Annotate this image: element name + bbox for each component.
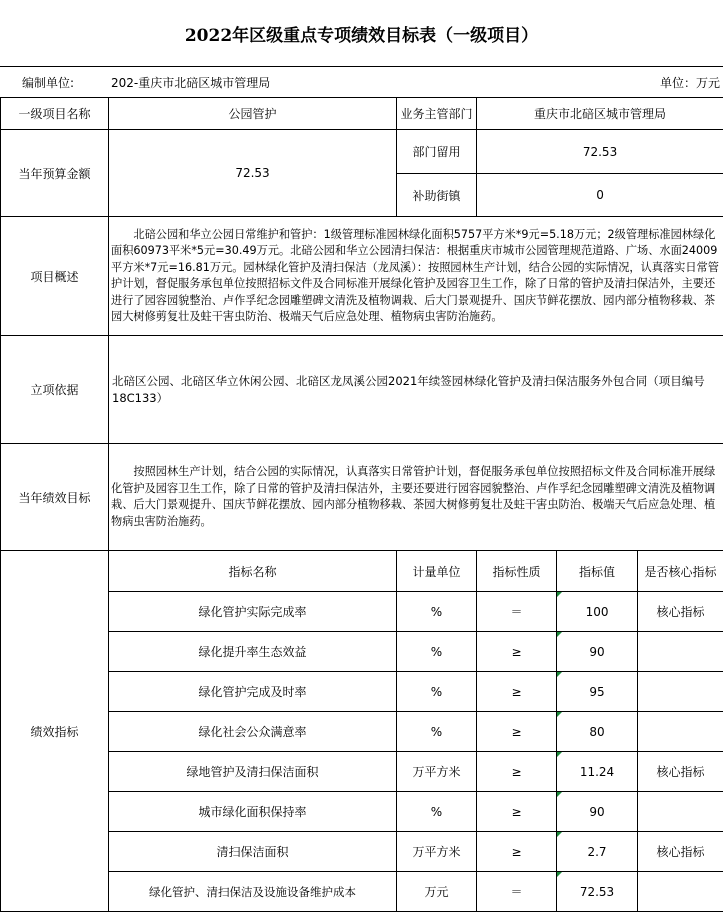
indicator-nature: ＝ xyxy=(477,872,557,912)
dept-value: 重庆市北碚区城市管理局 xyxy=(477,98,723,130)
indicator-unit: % xyxy=(397,672,477,712)
indicator-core xyxy=(638,672,723,712)
indicator-core: 核心指标 xyxy=(638,592,723,632)
indicator-name: 绿地管护及清扫保洁面积 xyxy=(109,752,397,792)
retain-label: 部门留用 xyxy=(397,130,477,174)
money-unit: 单位：万元 xyxy=(659,75,720,90)
indicator-nature: ≥ xyxy=(477,752,557,792)
goal-text: 按照园林生产计划，结合公园的实际情况，认真落实日常管护计划，督促服务承包单位按照招标文件及合同标准开展绿化管护及园容卫生工作，除了日常的管护及清扫保洁外，主要还要进行园容园貌整治、卢作孚纪念园雕塑碑文清洗及植物调栽、后大门景观提升、国庆节鲜花摆放、园内部分植物移栽、茶园大树修剪复壮及蛀干害虫防治、极端天气后应急处理、植物病虫害防治施药。 xyxy=(109,444,723,551)
indicator-unit: 万平方米 xyxy=(397,752,477,792)
indicator-name: 绿化社会公众满意率 xyxy=(109,712,397,752)
unit-label: 编制单位: xyxy=(22,75,75,90)
indicator-core: 核心指标 xyxy=(638,752,723,792)
subsidy-value: 0 xyxy=(477,174,723,217)
indicator-name: 绿化管护实际完成率 xyxy=(109,592,397,632)
indicator-nature: ≥ xyxy=(477,712,557,752)
indicator-nature: ≥ xyxy=(477,632,557,672)
subsidy-label: 补助街镇 xyxy=(397,174,477,217)
header-info xyxy=(0,66,723,97)
table-row xyxy=(1,632,723,672)
overview-label: 项目概述 xyxy=(1,217,109,336)
project-name-label: 一级项目名称 xyxy=(1,98,109,130)
indicator-value: 72.53 xyxy=(557,872,638,912)
overview-text: 北碚公园和华立公园日常维护和管护：1级管理标准园林绿化面积5757平方米*9元=5.18万元；2级管理标准园林绿化面积60973平米*5元=30.49万元。北碚公园和华立公园清扫保洁：根据重庆市城市公园管理规范道路、广场、水面24009平方米*7元=16.81万元。园林绿化管护及清扫保洁（龙凤溪）：按照园林生产计划，结合公园的实际情况，认真落实日常管护计划，督促服务承包单位按照招标文件及合同标准开展绿化管护及园容卫生工作，除了日常的管护及清扫保洁外，主要还进行了园容园貌整治、卢作孚纪念园雕塑碑文清洗及植物调栽、后大门景观提升、国庆节鲜花摆放、园内部分植物移栽、茶园大树修剪复壮及蛀干害虫防治、极端天气后应急处理、植物病虫害防治施药。 xyxy=(109,217,723,336)
indicator-core: 核心指标 xyxy=(638,832,723,872)
indicator-core xyxy=(638,872,723,912)
indicator-name: 城市绿化面积保持率 xyxy=(109,792,397,832)
indicator-unit: 万平方米 xyxy=(397,832,477,872)
budget-total: 72.53 xyxy=(109,130,397,217)
indicator-header-core: 是否核心指标 xyxy=(638,551,723,592)
indicator-value: 95 xyxy=(557,672,638,712)
indicator-nature: ≥ xyxy=(477,672,557,712)
indicator-header-nature: 指标性质 xyxy=(477,551,557,592)
indicator-unit: % xyxy=(397,792,477,832)
indicator-unit: % xyxy=(397,632,477,672)
indicator-header-name: 指标名称 xyxy=(109,551,397,592)
indicator-core xyxy=(638,712,723,752)
indicator-core xyxy=(638,632,723,672)
dept-label: 业务主管部门 xyxy=(397,98,477,130)
indicator-header-unit: 计量单位 xyxy=(397,551,477,592)
table-row xyxy=(1,672,723,712)
budget-label: 当年预算金额 xyxy=(1,130,109,217)
indicator-core xyxy=(638,792,723,832)
indicator-name: 绿化管护完成及时率 xyxy=(109,672,397,712)
indicator-value: 2.7 xyxy=(557,832,638,872)
page-title: 2022年区级重点专项绩效目标表（一级项目） xyxy=(184,25,539,46)
indicator-value: 90 xyxy=(557,632,638,672)
basis-label: 立项依据 xyxy=(1,336,109,444)
table-row xyxy=(1,752,723,792)
indicators-label: 绩效指标 xyxy=(1,551,109,912)
table-row xyxy=(1,872,723,912)
indicator-header-value: 指标值 xyxy=(557,551,638,592)
indicator-nature: ≥ xyxy=(477,792,557,832)
indicator-name: 清扫保洁面积 xyxy=(109,832,397,872)
indicator-value: 80 xyxy=(557,712,638,752)
indicator-nature: ≥ xyxy=(477,832,557,872)
goal-label: 当年绩效目标 xyxy=(1,444,109,551)
retain-value: 72.53 xyxy=(477,130,723,174)
indicator-value: 100 xyxy=(557,592,638,632)
indicator-name: 绿化提升率生态效益 xyxy=(109,632,397,672)
indicator-value: 90 xyxy=(557,792,638,832)
indicator-unit: 万元 xyxy=(397,872,477,912)
indicator-unit: % xyxy=(397,592,477,632)
table-row xyxy=(1,832,723,872)
performance-table xyxy=(0,97,723,912)
table-row xyxy=(1,592,723,632)
project-name-value: 公园管护 xyxy=(109,98,397,130)
indicator-unit: % xyxy=(397,712,477,752)
unit-value: 202-重庆市北碚区城市管理局 xyxy=(111,75,271,90)
indicator-nature: ＝ xyxy=(477,592,557,632)
table-row xyxy=(1,712,723,752)
indicator-value: 11.24 xyxy=(557,752,638,792)
indicator-name: 绿化管护、清扫保洁及设施设备维护成本 xyxy=(109,872,397,912)
table-row xyxy=(1,792,723,832)
basis-text: 北碚区公园、北碚区华立休闲公园、北碚区龙凤溪公园2021年续签园林绿化管护及清扫保洁服务外包合同（项目编号18C133） xyxy=(109,336,723,444)
